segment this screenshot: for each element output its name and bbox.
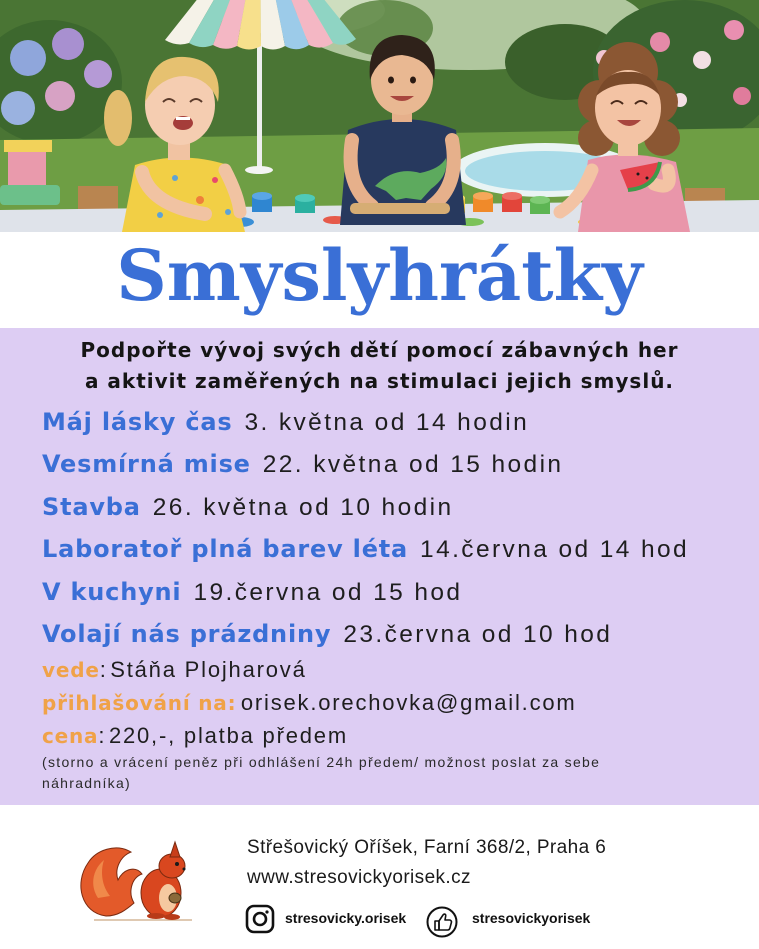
instagram-lens <box>254 913 266 925</box>
squirrel-head <box>159 854 185 878</box>
details-list <box>42 653 577 752</box>
toy-table-top <box>4 140 52 152</box>
price-value: 220,-, platba předem <box>108 723 348 748</box>
event-date: 3. května od 14 hodin <box>244 409 530 436</box>
teeth <box>176 117 190 120</box>
event-name: Máj lásky čas <box>42 408 233 436</box>
leader-name: Stáňa Plojharová <box>110 657 307 682</box>
page-title: Smyslyhrátky <box>116 234 643 317</box>
instagram-icon[interactable] <box>245 904 275 934</box>
separator: : <box>99 657 106 682</box>
event-row <box>42 401 689 443</box>
event-name: V kuchyni <box>42 577 182 606</box>
event-row <box>42 443 689 485</box>
note-line: (storno a vrácení peněz při odhlášení 24h předem/ možnost poslat za sebe <box>42 754 601 770</box>
event-date: 26. května od 10 hodin <box>152 493 454 521</box>
squirrel-logo <box>76 838 196 923</box>
thumb <box>439 914 451 930</box>
nut <box>169 893 181 903</box>
hydrangea-flower <box>84 60 112 88</box>
event-name: Stavba <box>42 492 141 521</box>
price-row <box>42 719 577 752</box>
instagram-frame <box>247 906 273 932</box>
cup-lid <box>473 192 493 200</box>
squirrel-foot <box>164 914 180 920</box>
dress-flower <box>157 212 163 218</box>
hydrangea-flower <box>10 40 46 76</box>
hydrangea-flower <box>1 91 35 125</box>
umbrella-pole <box>257 44 262 170</box>
squirrel-nose <box>183 868 186 871</box>
facebook-handle[interactable]: stresovickyorisek <box>472 910 591 926</box>
registration-email[interactable]: orisek.orechovka@gmail.com <box>240 690 577 715</box>
cup-lid <box>295 194 315 202</box>
registration-label: přihlašování na: <box>42 691 237 715</box>
event-row <box>42 486 689 528</box>
leader-label: vede <box>42 658 100 682</box>
dress-flower <box>225 209 231 215</box>
rolling-pin <box>350 203 450 214</box>
ponytail <box>104 90 132 146</box>
price-label: cena <box>42 724 99 748</box>
event-row <box>42 571 689 613</box>
event-list <box>42 401 689 655</box>
cancellation-note <box>42 752 600 794</box>
instagram-handle[interactable]: stresovicky.orisek <box>285 910 407 926</box>
website-link[interactable]: www.stresovickyorisek.cz <box>247 867 471 888</box>
squirrel-ear <box>170 842 180 857</box>
eye <box>388 77 394 84</box>
squirrel-foot <box>147 913 165 919</box>
toy-table <box>8 152 46 188</box>
rose <box>650 32 670 52</box>
event-date: 19.června od 15 hod <box>193 578 463 606</box>
event-name: Volají nás prázdniny <box>42 619 332 648</box>
hero-photo <box>0 0 759 232</box>
cup-lid <box>252 192 272 200</box>
watermelon-seed <box>637 173 640 176</box>
rose <box>693 51 711 69</box>
leader-row <box>42 653 577 686</box>
registration-row <box>42 686 577 719</box>
intro-text <box>0 335 759 397</box>
green-toy <box>0 185 60 205</box>
cup-lid <box>530 196 550 204</box>
event-date: 23.června od 10 hod <box>343 620 613 648</box>
watermelon-seed <box>646 177 649 180</box>
rose <box>733 87 751 105</box>
address: Střešovický Oříšek, Farní 368/2, Praha 6 <box>247 837 607 858</box>
hydrangea-flower <box>45 81 75 111</box>
event-name: Laboratoř plná barev léta <box>42 535 409 564</box>
event-row <box>42 613 689 655</box>
squirrel-eye <box>175 862 179 866</box>
facebook-like-icon[interactable] <box>426 906 458 938</box>
intro-line: a aktivit zaměřených na stimulaci jejich smyslů. <box>84 369 675 393</box>
event-date: 14.června od 14 hod <box>420 536 690 564</box>
note-line: náhradníka) <box>42 775 132 791</box>
eye <box>410 77 416 84</box>
dress-flower <box>172 175 178 181</box>
dress-flower <box>212 177 218 183</box>
event-name: Vesmírná mise <box>42 450 251 479</box>
dress-flower <box>196 196 204 204</box>
umbrella-base <box>245 166 273 174</box>
instagram-dot <box>265 910 268 913</box>
rose <box>724 20 744 40</box>
squirrel-tail <box>81 848 142 916</box>
hydrangea-flower <box>52 28 84 60</box>
event-date: 22. května od 15 hodin <box>262 451 564 479</box>
intro-line: Podpořte vývoj svých dětí pomocí zábavných her <box>80 338 679 362</box>
cup-lid <box>502 192 522 200</box>
separator: : <box>98 723 105 748</box>
event-row <box>42 528 689 570</box>
